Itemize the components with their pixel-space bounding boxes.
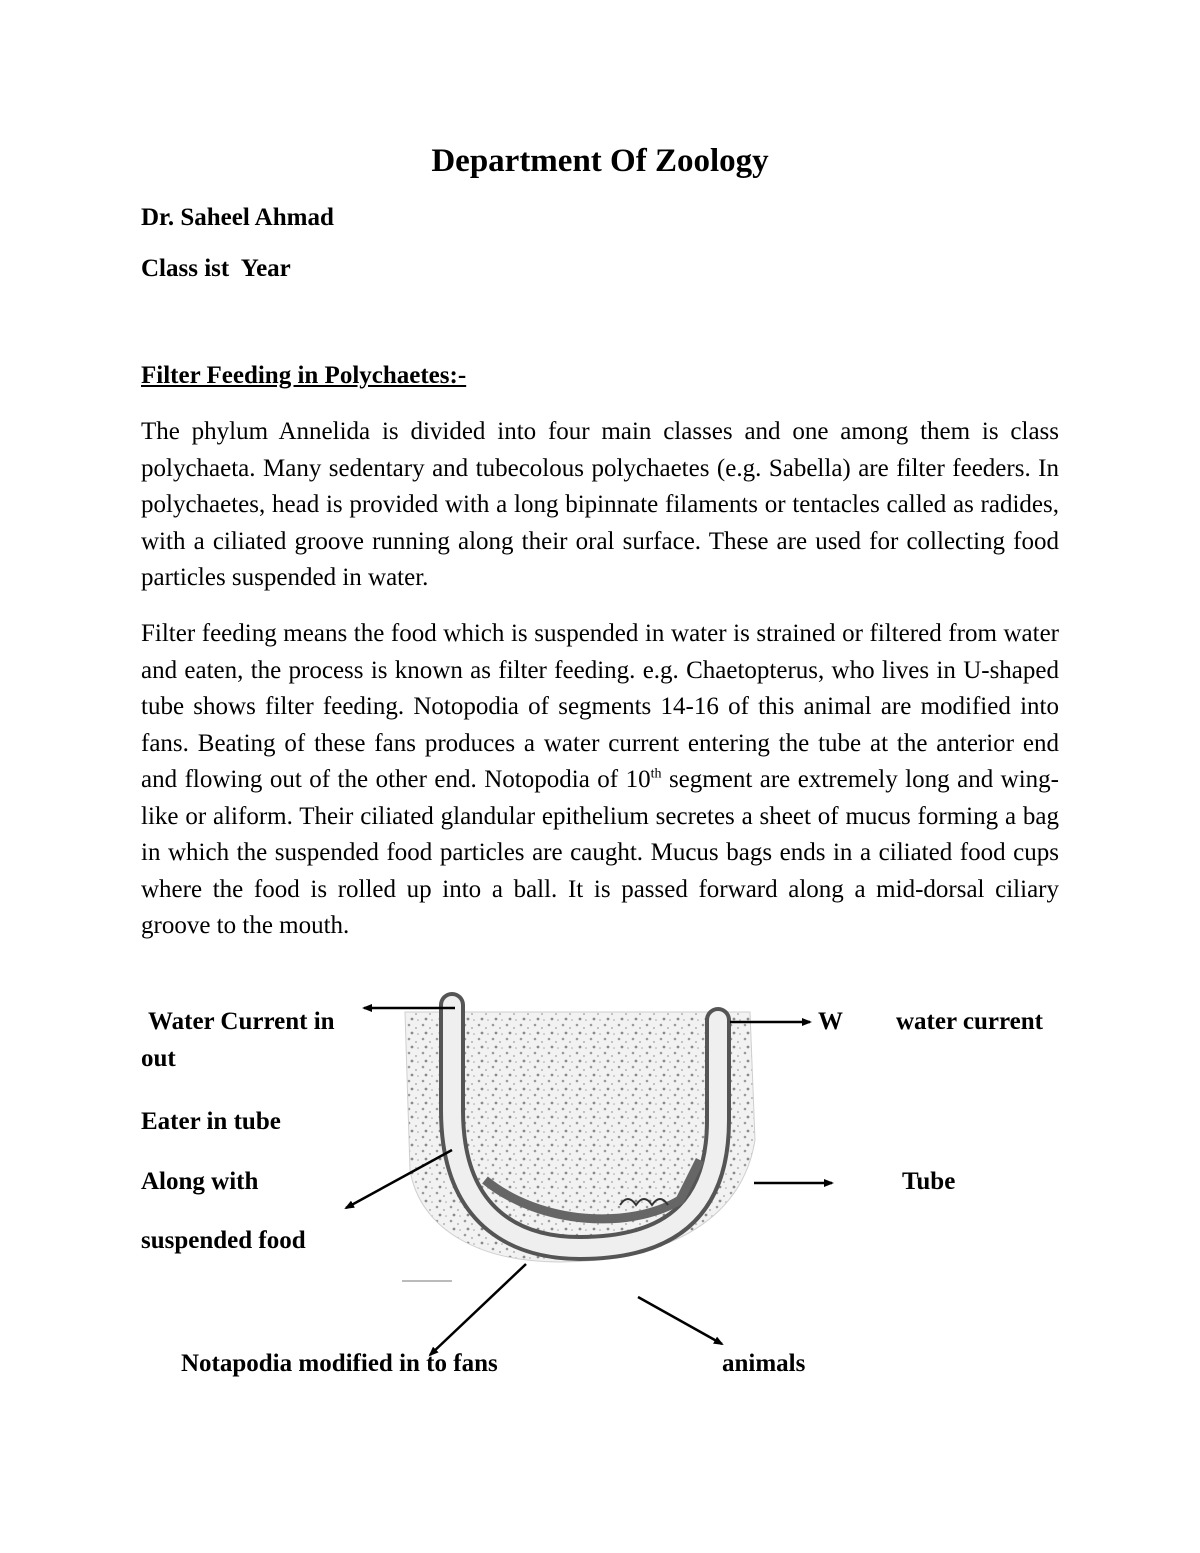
paragraph-1: The phylum Annelida is divided into four main classes and one among them is class polychaeta. Many sedentary and tubecolous polychaetes (e.g. Sabella) are filter feeders. In polychaetes, head is provided with a long bipinnate filaments or tentacles called as radides, with a ciliated groove running along their oral surface. These are used for collecting food particles suspended in water. <box>141 418 1059 591</box>
label-out: out <box>141 1045 176 1072</box>
label-notapodia: Notapodia modified in to fans <box>181 1350 498 1377</box>
section-heading: Filter Feeding in Polychaetes:- <box>141 362 467 389</box>
author-name: Dr. Saheel Ahmad <box>141 204 334 231</box>
label-along-with: Along with <box>141 1168 259 1195</box>
label-w: W <box>818 1008 843 1035</box>
arrow-notapodia <box>430 1264 526 1355</box>
class-year: Class ist Year <box>141 255 291 282</box>
label-water-current-in: Water Current in <box>148 1008 335 1035</box>
label-tube: Tube <box>902 1168 956 1195</box>
label-animals: animals <box>722 1350 806 1377</box>
paragraph-2-text-b: segment are extremely long and wing-like or aliform. Their ciliated glandular epithelium secretes a sheet of mucus forming a bag in which the suspended food particles are caught. Mucus bags ends in a ciliated food cups where the food is rolled up into a ball. It is passed forward along a mid-dorsal ciliary groove to the mouth. <box>141 766 1059 939</box>
paragraph-2-text-a: Filter feeding means the food which is suspended in water is strained or filtered from water and eaten, the process is known as filter feeding. e.g. Chaetopterus, who lives in U-shaped tube shows filter feeding. Notopodia of segments 14-16 of this animal are modified into fans. Beating of these fans produces a water current entering the tube at the anterior end and flowing out of the other end. Notopodia of 10 <box>141 620 1059 793</box>
label-suspended-food: suspended food <box>141 1227 306 1254</box>
label-water-current: water current <box>896 1008 1043 1035</box>
page-title: Department Of Zoology <box>431 143 769 179</box>
arrow-animals <box>638 1297 722 1344</box>
label-eater-in-tube: Eater in tube <box>141 1108 281 1135</box>
superscript-th: th <box>650 766 662 782</box>
